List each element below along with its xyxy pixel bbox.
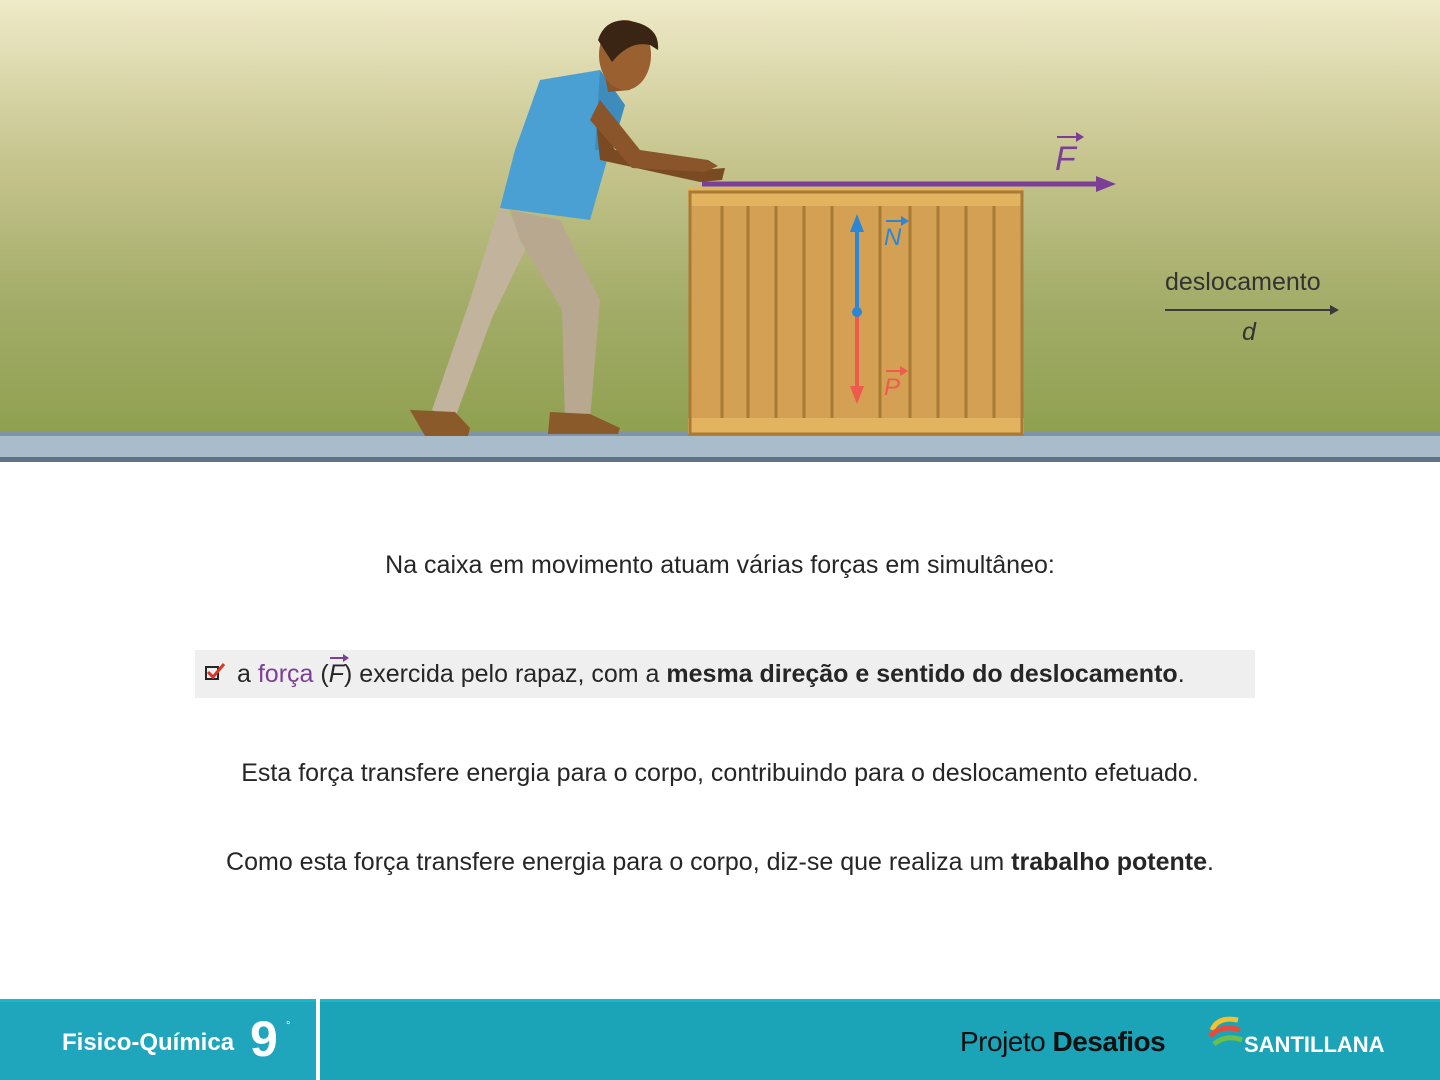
application-point xyxy=(852,307,862,317)
grade-ordinal: ° xyxy=(286,1020,291,1032)
weight-label: P xyxy=(884,376,900,400)
grade-number: 9 xyxy=(250,1011,278,1067)
subject-title: Fisico-Química xyxy=(62,1029,235,1056)
displacement-label: deslocamento xyxy=(1165,268,1321,296)
conclusion-text: Como esta força transfere energia para o corpo, diz-se que realiza um trabalho potente. xyxy=(226,848,1214,876)
project-logo: Projeto Desafios xyxy=(960,1026,1166,1057)
scene-graphic xyxy=(0,0,1440,462)
normal-force-label: N xyxy=(884,226,901,250)
force-word: força xyxy=(257,660,314,688)
conclusion-emphasis: trabalho potente xyxy=(1011,848,1207,876)
checked-checkbox-icon xyxy=(205,666,219,680)
emphasis-text: mesma direção e sentido do deslocamento xyxy=(666,660,1178,688)
santillana-logo-icon xyxy=(1208,1014,1244,1048)
energy-text: Esta força transfere energia para o corpo, contribuindo para o deslocamento efetuado. xyxy=(241,759,1199,787)
intro-text: Na caixa em movimento atuam várias forças em simultâneo: xyxy=(385,551,1055,579)
illustration xyxy=(0,0,1440,462)
displacement-symbol: d xyxy=(1242,318,1256,346)
force-symbol: F xyxy=(329,660,344,688)
footer-subject-panel xyxy=(0,999,316,1080)
footer-brand-panel xyxy=(320,999,1440,1080)
publisher-name: SANTILLANA xyxy=(1244,1032,1385,1057)
displacement-arrow xyxy=(1165,309,1335,311)
force-description: a força ( F) exercida pelo rapaz, com a mesma direção e sentido do deslocamento. xyxy=(237,660,1185,689)
force-label: F xyxy=(1055,142,1076,176)
